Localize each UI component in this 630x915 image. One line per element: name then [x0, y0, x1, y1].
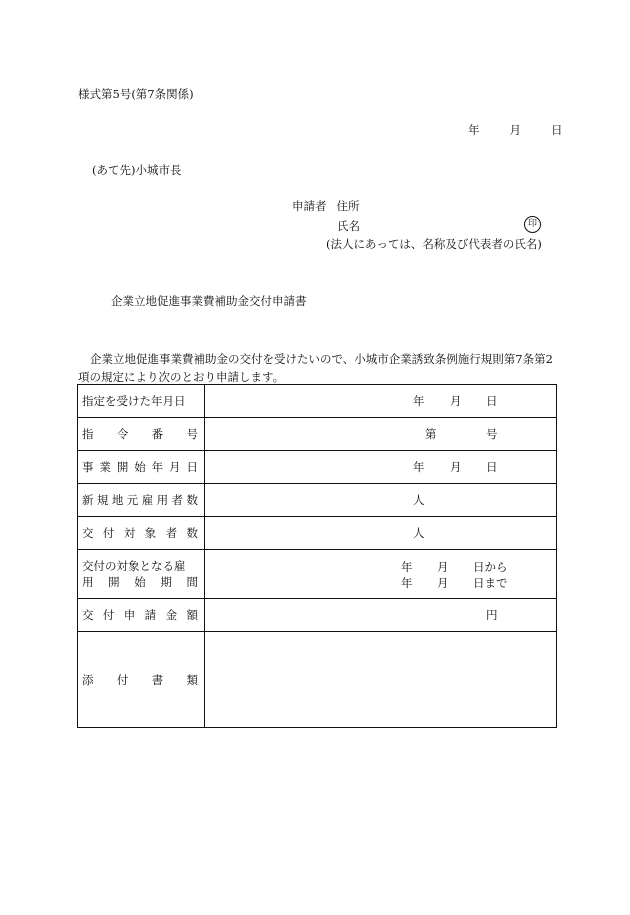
label-char: 金: [165, 608, 178, 622]
value-attachments[interactable]: [205, 632, 557, 728]
designation-date-year: 年: [413, 394, 425, 408]
date-line: [468, 122, 563, 138]
label-char: 用: [82, 575, 94, 589]
value-designation-date[interactable]: [205, 385, 557, 418]
label-char: 開: [108, 575, 120, 589]
label-char: 日: [186, 460, 198, 474]
row-new-hires: [78, 484, 557, 517]
designation-number-suffix: 号: [486, 427, 498, 441]
applicant-address-row: [292, 198, 360, 214]
label-eligible: [78, 517, 205, 550]
label-char: 年: [151, 460, 164, 474]
label-char: 新: [82, 493, 94, 507]
period-to-day: 日まで: [473, 576, 508, 590]
label-char: 令: [116, 427, 129, 441]
start-date-year: 年: [413, 460, 425, 474]
applicant-label: 申請者: [292, 199, 327, 213]
value-designation-number[interactable]: [205, 418, 557, 451]
label-designation-number: [78, 418, 205, 451]
date-day: 日: [551, 123, 563, 137]
label-char: 番: [151, 427, 164, 441]
address-label: 住所: [336, 199, 360, 213]
name-label: 氏名: [337, 219, 360, 233]
label-char: 額: [186, 608, 198, 622]
label-char: 類: [186, 672, 198, 687]
value-period[interactable]: [205, 550, 557, 599]
label-char: 数: [186, 526, 198, 540]
row-start-date: [78, 451, 557, 484]
label-char: 始: [134, 460, 146, 474]
value-start-date[interactable]: [205, 451, 557, 484]
period-to-month: 月: [437, 576, 449, 590]
label-char: 交: [82, 526, 94, 540]
row-attachments: [78, 632, 557, 728]
period-from-month: 月: [437, 560, 449, 574]
label-amount: [78, 599, 205, 632]
label-char: 元: [126, 493, 139, 507]
label-start-date: [78, 451, 205, 484]
application-table: [77, 384, 557, 728]
period-from-day: 日から: [473, 560, 508, 574]
label-char: 始: [134, 575, 146, 589]
value-new-hires[interactable]: [205, 484, 557, 517]
label-char: 書: [151, 672, 164, 687]
designation-date-month: 月: [450, 394, 462, 408]
label-char: 雇: [141, 493, 154, 507]
label-attachments: [78, 632, 205, 728]
body-text: 企業立地促進事業費補助金の交付を受けたいので、小城市企業誘致条例施行規則第7条第2項の規定により次のとおり申請します。: [78, 352, 553, 384]
label-char: 間: [186, 575, 198, 589]
label-char: 事: [82, 460, 94, 474]
label-char: 数: [186, 493, 198, 507]
label-char: 添: [82, 672, 94, 687]
label-char: 請: [144, 608, 157, 622]
label-period: [78, 550, 205, 599]
eligible-unit: 人: [413, 526, 425, 540]
label-char: 期: [160, 575, 172, 589]
label-char: 月: [169, 460, 181, 474]
label-char: 者: [165, 526, 178, 540]
row-period: [78, 550, 557, 599]
label-char: 象: [144, 526, 157, 540]
amount-unit: 円: [486, 608, 498, 622]
label-designation-date: 指定を受けた年月日: [78, 385, 205, 418]
form-number: 様式第5号(第7条関係): [78, 87, 194, 101]
period-label-line1: 交付の対象となる雇: [82, 559, 186, 573]
designation-date-day: 日: [486, 394, 498, 408]
value-eligible[interactable]: [205, 517, 557, 550]
label-char: 交: [82, 608, 94, 622]
period-from-year: 年: [401, 560, 413, 574]
label-new-hires: [78, 484, 205, 517]
row-designation-date: [78, 385, 557, 418]
row-eligible: [78, 517, 557, 550]
label-char: 業: [99, 460, 111, 474]
corporate-note: (法人にあっては、名称及び代表者の氏名): [326, 237, 542, 251]
label-char: 者: [171, 493, 184, 507]
label-char: 地: [111, 493, 124, 507]
designation-number-prefix: 第: [425, 427, 437, 441]
label-char: 付: [116, 672, 129, 687]
start-date-month: 月: [450, 460, 462, 474]
label-char: 号: [186, 427, 198, 441]
label-char: 付: [102, 526, 115, 540]
seal-mark: 印: [524, 216, 541, 233]
row-designation-number: [78, 418, 557, 451]
new-hires-unit: 人: [413, 493, 425, 507]
label-char: 対: [123, 526, 136, 540]
label-char: 開: [116, 460, 129, 474]
document-title: 企業立地促進事業費補助金交付申請書: [111, 294, 307, 308]
label-char: 申: [123, 608, 136, 622]
label-char: 付: [102, 608, 115, 622]
label-char: 用: [156, 493, 169, 507]
date-year: 年: [468, 123, 480, 137]
label-char: 規: [96, 493, 109, 507]
start-date-day: 日: [486, 460, 498, 474]
period-to-year: 年: [401, 576, 413, 590]
date-month: 月: [509, 123, 521, 137]
row-amount: [78, 599, 557, 632]
addressee: (あて先)小城市長: [92, 163, 182, 177]
value-amount[interactable]: [205, 599, 557, 632]
label-char: 指: [82, 427, 94, 441]
